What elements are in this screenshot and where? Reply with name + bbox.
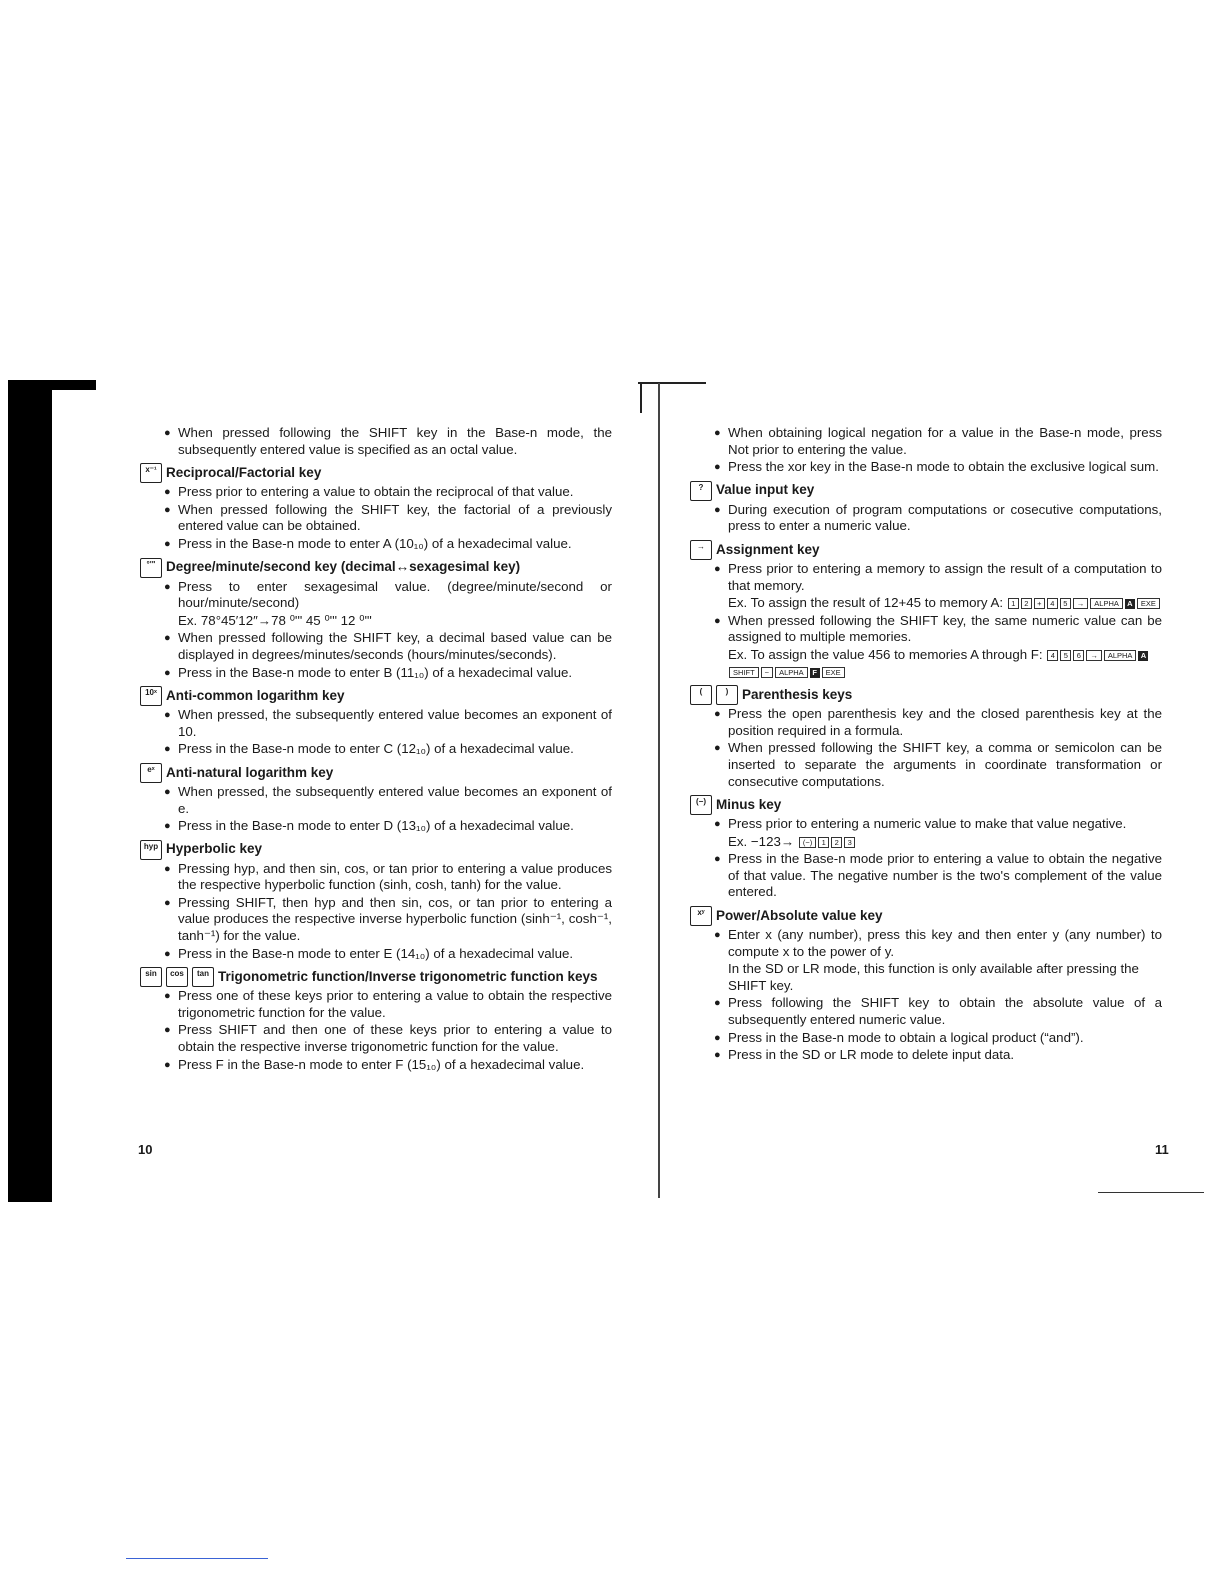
key-5: 5 — [1060, 598, 1071, 609]
fold-mark — [638, 382, 706, 384]
minus-key-icon: (−) — [690, 795, 712, 815]
assignment-key-icon: → — [690, 540, 712, 560]
open-paren-key-icon: ( — [690, 685, 712, 705]
page-number-right: 11 — [1155, 1142, 1169, 1157]
dms-section-heading — [140, 558, 612, 578]
bullet: ● Press SHIFT and then one of these keys prior to entering a value to obtain the respective inverse trigonometric function for the value. — [164, 1022, 612, 1055]
bullet: ● Press one of these keys prior to entering a value to obtain the respective trigonometric function for the value. — [164, 988, 612, 1021]
bullet: ● When pressed, the subsequently entered value becomes an exponent of e. — [164, 784, 612, 817]
key-exe: EXE — [1137, 598, 1160, 609]
key-alpha: ALPHA — [1104, 650, 1137, 661]
power-section-heading — [690, 906, 1162, 926]
trig-title: Trigonometric function/Inverse trigonometric function keys — [218, 968, 598, 984]
intro-bullet: ● Press the xor key in the Base-n mode to obtain the exclusive logical sum. — [714, 459, 1162, 476]
page-number-left: 10 — [138, 1142, 153, 1157]
example-text: Ex. −123→ — [728, 833, 795, 849]
key-plus: + — [1034, 598, 1045, 609]
tan-key-icon: tan — [192, 967, 214, 987]
assignment-title: Assignment key — [716, 541, 820, 557]
key-2: 2 — [831, 837, 842, 848]
bullet: ● When pressed following the SHIFT key, a comma or semicolon can be inserted to separate the arguments in coordinate transformation or consecutive computations. — [714, 740, 1162, 790]
key-1: 1 — [1008, 598, 1019, 609]
key-f: F — [810, 668, 820, 678]
bullet: ● Press in the Base-n mode prior to entering a value to obtain the negative of that value. The negative number is the two's complement of the value entered. — [714, 851, 1162, 901]
reciprocal-title: Reciprocal/Factorial key — [166, 464, 322, 480]
anticommon-section-heading — [140, 686, 612, 706]
anticommon-key-icon: 10ˣ — [140, 686, 162, 706]
bullet: ● When pressed, the subsequently entered value becomes an exponent of 10. — [164, 707, 612, 740]
bullet: ● Press following the SHIFT key to obtain the absolute value of a subsequently entered numeric value. — [714, 995, 1162, 1028]
hyp-key-icon: hyp — [140, 840, 162, 860]
sin-key-icon: sin — [140, 967, 162, 987]
key-5: 5 — [1060, 650, 1071, 661]
key-4: 4 — [1047, 650, 1058, 661]
book-gutter — [658, 383, 660, 1198]
link-underline — [126, 1558, 268, 1559]
parenthesis-section-heading — [690, 685, 1162, 705]
reciprocal-key-icon: x⁻¹ — [140, 463, 162, 483]
bullet: ● When pressed following the SHIFT key, a decimal based value can be displayed in degrees/minutes/seconds (hours/minutes/seconds). — [164, 630, 612, 663]
key-alpha: ALPHA — [775, 667, 808, 678]
key-a: A — [1138, 651, 1148, 661]
page-edge-shadow — [8, 380, 52, 1202]
bullet: ● Press F in the Base-n mode to enter F (15₁₀) of a hexadecimal value. — [164, 1057, 612, 1074]
key-exe: EXE — [822, 667, 845, 678]
parenthesis-title: Parenthesis keys — [742, 686, 853, 702]
key-tilde: ~ — [761, 667, 773, 678]
right-page — [690, 425, 1162, 1065]
anticommon-title: Anti-common logarithm key — [166, 687, 345, 703]
bullet: ● When pressed following the SHIFT key, the same numeric value can be assigned to multiple memories. — [714, 613, 1162, 646]
bullet: ● Press to enter sexagesimal value. (degree/minute/second or hour/minute/second) — [164, 579, 612, 612]
minus-section-heading — [690, 795, 1162, 815]
bullet: ● Press in the Base-n mode to enter D (13₁₀) of a hexadecimal value. — [164, 818, 612, 835]
antinatural-section-heading — [140, 763, 612, 783]
value-input-title: Value input key — [716, 482, 815, 498]
close-paren-key-icon: ) — [716, 685, 738, 705]
example: Ex. 78°45′12″→78 ⁰'" 45 ⁰'" 12 ⁰'" — [178, 612, 372, 628]
bullet: ● During execution of program computations or cosecutive computations, press to enter a numeric value. — [714, 502, 1162, 535]
bullet: ● Press in the Base-n mode to enter A (10₁₀) of a hexadecimal value. — [164, 536, 612, 553]
example — [728, 647, 1162, 680]
bullet: ● Press in the SD or LR mode to delete input data. — [714, 1047, 1162, 1064]
left-page — [140, 425, 612, 1074]
reciprocal-section-heading — [140, 463, 612, 483]
note: In the SD or LR mode, this function is only available after pressing the SHIFT key. — [728, 961, 1139, 993]
key-shift: SHIFT — [729, 667, 759, 678]
bullet: ● Press the open parenthesis key and the closed parenthesis key at the position required in a formula. — [714, 706, 1162, 739]
bullet: ● Press in the Base-n mode to enter C (12₁₀) of a hexadecimal value. — [164, 741, 612, 758]
intro-bullet: ● When obtaining logical negation for a value in the Base-n mode, press Not prior to entering the value. — [714, 425, 1162, 458]
key-2: 2 — [1021, 598, 1032, 609]
key-arrow: → — [1073, 598, 1089, 609]
example — [728, 595, 1162, 612]
key-4: 4 — [1047, 598, 1058, 609]
key-arrow: → — [1086, 650, 1102, 661]
bullet: ● Pressing SHIFT, then hyp and then sin, cos, or tan prior to entering a value produces the respective inverse hyperbolic function (sinh⁻¹, cosh⁻¹, tanh⁻¹) for the value. — [164, 895, 612, 945]
bullet: ● Enter x (any number), press this key and then enter y (any number) to compute x to the power of y. — [714, 927, 1162, 960]
dms-key-icon: °'" — [140, 558, 162, 578]
fold-tick — [640, 383, 642, 413]
cos-key-icon: cos — [166, 967, 188, 987]
antinatural-key-icon: eˣ — [140, 763, 162, 783]
dms-title: Degree/minute/second key (decimal↔sexagesimal key) — [166, 559, 521, 575]
bullet: ● Press in the Base-n mode to obtain a logical product (“and”). — [714, 1030, 1162, 1047]
key-3: 3 — [844, 837, 855, 848]
bullet: ● Press prior to entering a memory to assign the result of a computation to that memory. — [714, 561, 1162, 594]
example-text: Ex. To assign the result of 12+45 to memory A: — [728, 595, 1004, 611]
value-input-section-heading — [690, 481, 1162, 501]
bullet: ● Press in the Base-n mode to enter B (11₁₀) of a hexadecimal value. — [164, 665, 612, 682]
key-a: A — [1125, 599, 1135, 609]
bottom-rule — [1098, 1192, 1204, 1193]
key-6: 6 — [1073, 650, 1084, 661]
antinatural-title: Anti-natural logarithm key — [166, 764, 334, 780]
bullet: ● When pressed following the SHIFT key, the factorial of a previously entered value can be obtained. — [164, 502, 612, 535]
minus-title: Minus key — [716, 796, 782, 812]
key-1: 1 — [818, 837, 829, 848]
assignment-section-heading — [690, 540, 1162, 560]
page-edge-shadow-top — [8, 380, 96, 390]
value-input-key-icon: ? — [690, 481, 712, 501]
trig-section-heading — [140, 967, 612, 987]
intro-bullet: ● When pressed following the SHIFT key in the Base-n mode, the subsequently entered value is specified as an octal value. — [164, 425, 612, 458]
power-key-icon: xʸ — [690, 906, 712, 926]
example-text: Ex. To assign the value 456 to memories A through F: — [728, 646, 1043, 662]
example — [728, 834, 1162, 851]
key-negative: (−) — [799, 837, 816, 848]
key-alpha: ALPHA — [1090, 598, 1123, 609]
hyperbolic-title: Hyperbolic key — [166, 841, 263, 857]
hyperbolic-section-heading — [140, 840, 612, 860]
bullet: ● Press prior to entering a numeric value to make that value negative. — [714, 816, 1162, 833]
bullet: ● Press in the Base-n mode to enter E (14₁₀) of a hexadecimal value. — [164, 946, 612, 963]
bullet: ● Pressing hyp, and then sin, cos, or tan prior to entering a value produces the respective hyperbolic function (sinh, cosh, tanh) for the value. — [164, 861, 612, 894]
bullet: ● Press prior to entering a value to obtain the reciprocal of that value. — [164, 484, 612, 501]
power-title: Power/Absolute value key — [716, 907, 883, 923]
